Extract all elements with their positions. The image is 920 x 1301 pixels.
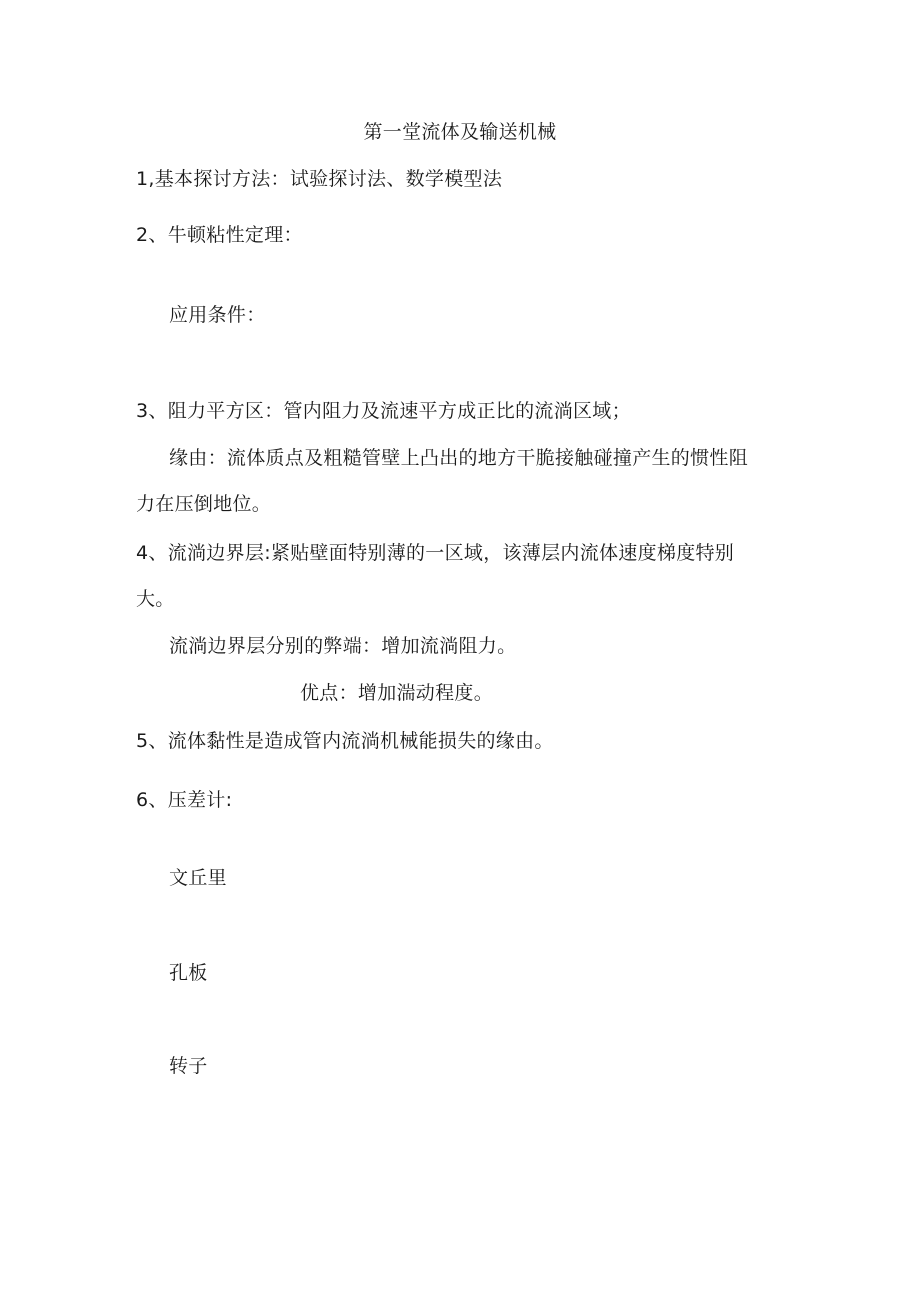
meter-venturi: 文丘里 [169, 867, 227, 889]
item-4 [136, 540, 734, 566]
item-6-text: 压差计: [167, 789, 233, 811]
item-3-reason: 缘由：流体质点及粗糙管壁上凸出的地方干脆接触碰撞产生的惯性阻 [169, 447, 749, 469]
meter-rotameter: 转子 [169, 1055, 208, 1077]
item-4-cont: 大。 [136, 588, 175, 610]
meter-orifice: 孔板 [169, 962, 208, 984]
item-4-number: 4、 [136, 542, 168, 564]
item-5 [136, 728, 554, 754]
item-3-number: 3、 [136, 400, 168, 422]
item-3 [136, 398, 631, 424]
item-6 [136, 787, 232, 813]
document-title: 第一堂流体及输送机械 [363, 121, 557, 143]
item-5-number: 5、 [136, 730, 168, 752]
item-1-number: 1, [136, 168, 155, 190]
item-2-number: 2、 [136, 224, 168, 246]
item-4-advantage: 优点：增加湍动程度。 [300, 682, 494, 704]
item-1 [136, 166, 502, 192]
item-6-number: 6、 [136, 789, 168, 811]
item-3-reason-cont: 力在压倒地位。 [136, 493, 272, 515]
item-2-condition: 应用条件： [169, 304, 266, 326]
item-3-text: 阻力平方区：管内阻力及流速平方成正比的流淌区域； [167, 400, 631, 422]
item-1-text: 基本探讨方法：试验探讨法、数学模型法 [154, 168, 503, 190]
item-2 [136, 222, 303, 248]
item-2-text: 牛顿粘性定理： [167, 224, 303, 246]
item-5-text: 流体黏性是造成管内流淌机械能损失的缘由。 [167, 730, 554, 752]
item-4-drawback: 流淌边界层分别的弊端：增加流淌阻力。 [169, 635, 517, 657]
item-4-text: 流淌边界层:紧贴壁面特别薄的一区域，该薄层内流体速度梯度特别 [167, 542, 735, 564]
